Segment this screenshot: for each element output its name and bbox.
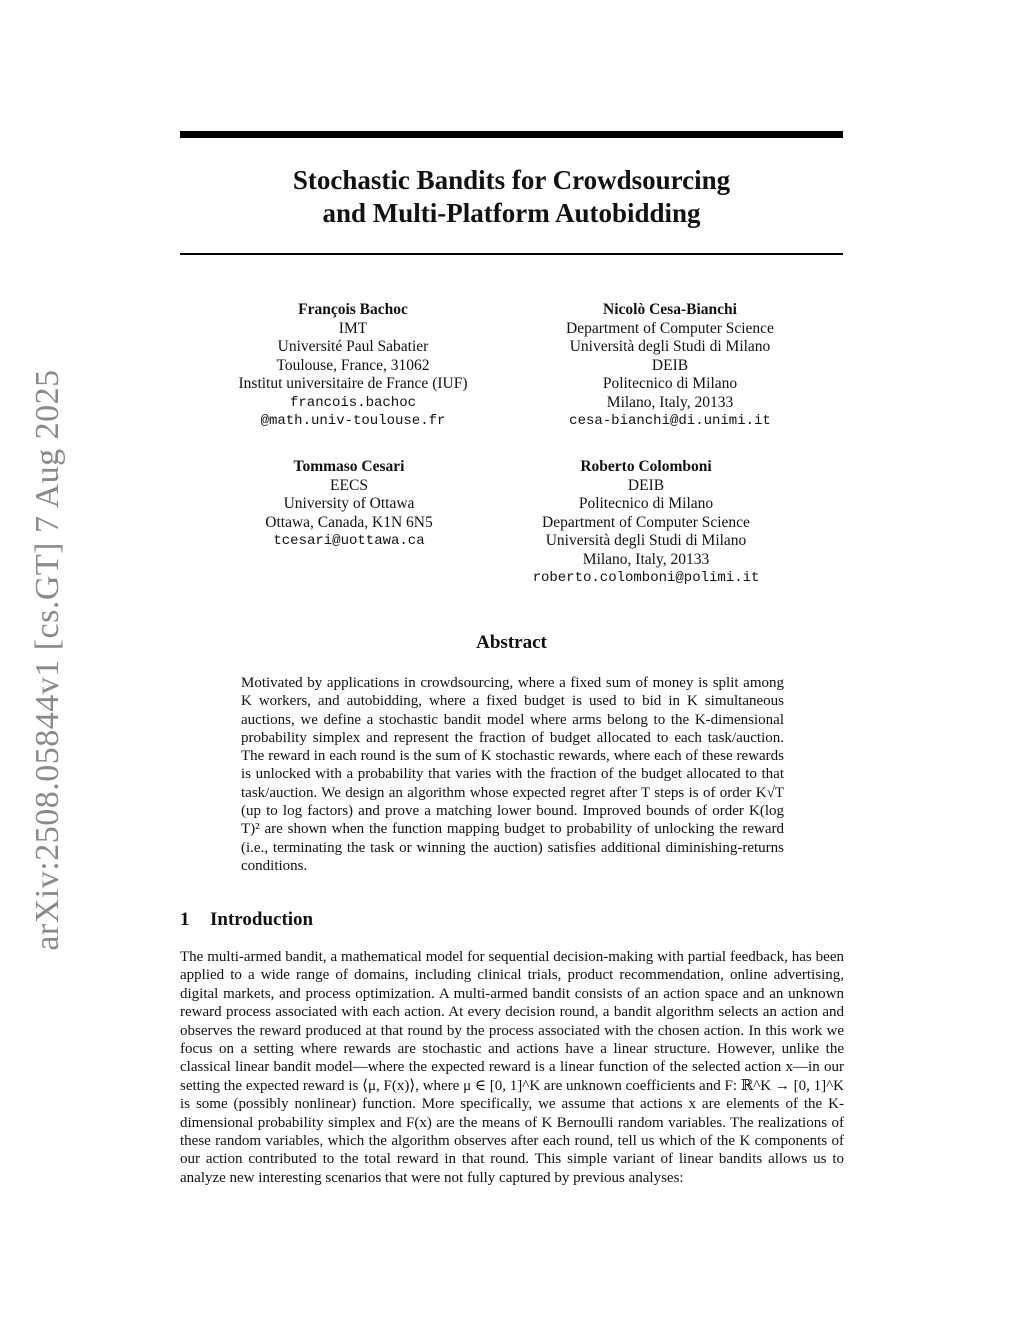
section-title: Introduction <box>210 909 314 930</box>
author-affiliation: DEIB <box>651 356 689 374</box>
author-affiliation: IMT <box>338 319 368 337</box>
author-name: Roberto Colomboni <box>580 458 712 475</box>
author-email: roberto.colomboni@polimi.it <box>532 570 760 586</box>
author-affiliation: Institut universitaire de France (IUF) <box>238 375 468 392</box>
abstract-text: Motivated by applications in crowdsourcing, where a fixed sum of money is split among K workers, and autobidding, where a fixed budget is used to bid in K simultaneous auctions, we define a stochastic bandit model where arms belong to the K-dimensional probability simplex and represent the fraction of budget allocated to each task/auction. The reward in each round is the sum of K stochastic rewards, where each of these rewards is unlocked with a probability that varies with the fraction of the budget allocated to that task/auction. We design an algorithm whose expected regret after T steps is of order K√T (up to log factors) and prove a matching lower bound. Improved bounds of order K(log T)² are shown when the function mapping budget to probability of unlocking the reward (i.e., terminating the task or winning the auction) satisfies additional diminishing-returns conditions. <box>241 675 784 874</box>
author-email: tcesari@uottawa.ca <box>273 533 425 549</box>
author-affiliation: DEIB <box>627 476 665 494</box>
author-email: francois.bachoc <box>289 394 417 411</box>
author-affiliation: Milano, Italy, 20133 <box>606 393 734 411</box>
author-affiliation: Department of Computer Science <box>566 319 774 337</box>
author-block-cesa-bianchi <box>520 301 820 431</box>
author-affiliation: Milano, Italy, 20133 <box>582 550 710 568</box>
arxiv-identifier-stamp: arXiv:2508.05844v1 [cs.GT] 7 Aug 2025 <box>29 369 66 951</box>
abstract-heading: Abstract <box>476 632 547 653</box>
author-affiliation: Ottawa, Canada, K1N 6N5 <box>265 513 433 531</box>
author-affiliation: Department of Computer Science <box>542 513 750 531</box>
author-affiliation: Toulouse, France, 31062 <box>276 356 430 374</box>
author-name: François Bachoc <box>298 301 408 318</box>
author-email: @math.univ-toulouse.fr <box>260 413 446 429</box>
paper-title <box>180 164 843 230</box>
author-affiliation: Università degli Studi di Milano <box>545 532 747 549</box>
author-block-cesari <box>199 458 499 551</box>
author-affiliation: Università degli Studi di Milano <box>569 338 771 355</box>
author-email: cesa-bianchi@di.unimi.it <box>569 413 771 429</box>
author-affiliation: Politecnico di Milano <box>602 375 738 392</box>
author-affiliation: Université Paul Sabatier <box>277 338 429 355</box>
author-name: Nicolò Cesa-Bianchi <box>603 301 737 318</box>
author-block-bachoc <box>203 301 503 431</box>
title-rule-top <box>180 131 843 138</box>
title-line-2: and Multi-Platform Autobidding <box>322 198 701 228</box>
title-line-1: Stochastic Bandits for Crowdsourcing <box>292 165 731 195</box>
author-name: Tommaso Cesari <box>293 458 405 475</box>
introduction-paragraph: The multi-armed bandit, a mathematical model for sequential decision-making with partial feedback, has been applied to a wide range of domains, including clinical trials, product recommendation, online advertising, digital markets, and process optimization. A multi-armed bandit consists of an action space and an unknown reward process associated with each action. At every decision round, a bandit algorithm selects an action and observes the reward produced at that round by the process associated with the chosen action. In this work we focus on a setting where rewards are stochastic and actions have a linear structure. However, unlike the classical linear bandit model—where the expected reward is a linear function of the selected action x—in our setting the expected reward is ⟨μ, F(x)⟩, where μ ∈ [0, 1]^K are unknown coefficients and F: ℝ^K → [0, 1]^K is some (possibly nonlinear) function. More specifically, we assume that actions x are elements of the K-dimensional probability simplex and F(x) are the means of K Bernoulli random variables. The realizations of these random variables, which the algorithm observes after each round, tell us which of the K components of our action contributed to the total reward in that round. This simple variant of linear bandits allows us to analyze new interesting scenarios that were not fully captured by previous analyses: <box>180 949 844 1186</box>
author-affiliation: University of Ottawa <box>283 495 415 512</box>
author-affiliation: EECS <box>330 476 368 494</box>
author-block-colomboni <box>496 458 796 588</box>
section-number: 1 <box>180 909 190 930</box>
title-rule-bottom <box>180 253 843 255</box>
author-affiliation: Politecnico di Milano <box>578 495 714 512</box>
section-heading-introduction <box>180 909 313 931</box>
